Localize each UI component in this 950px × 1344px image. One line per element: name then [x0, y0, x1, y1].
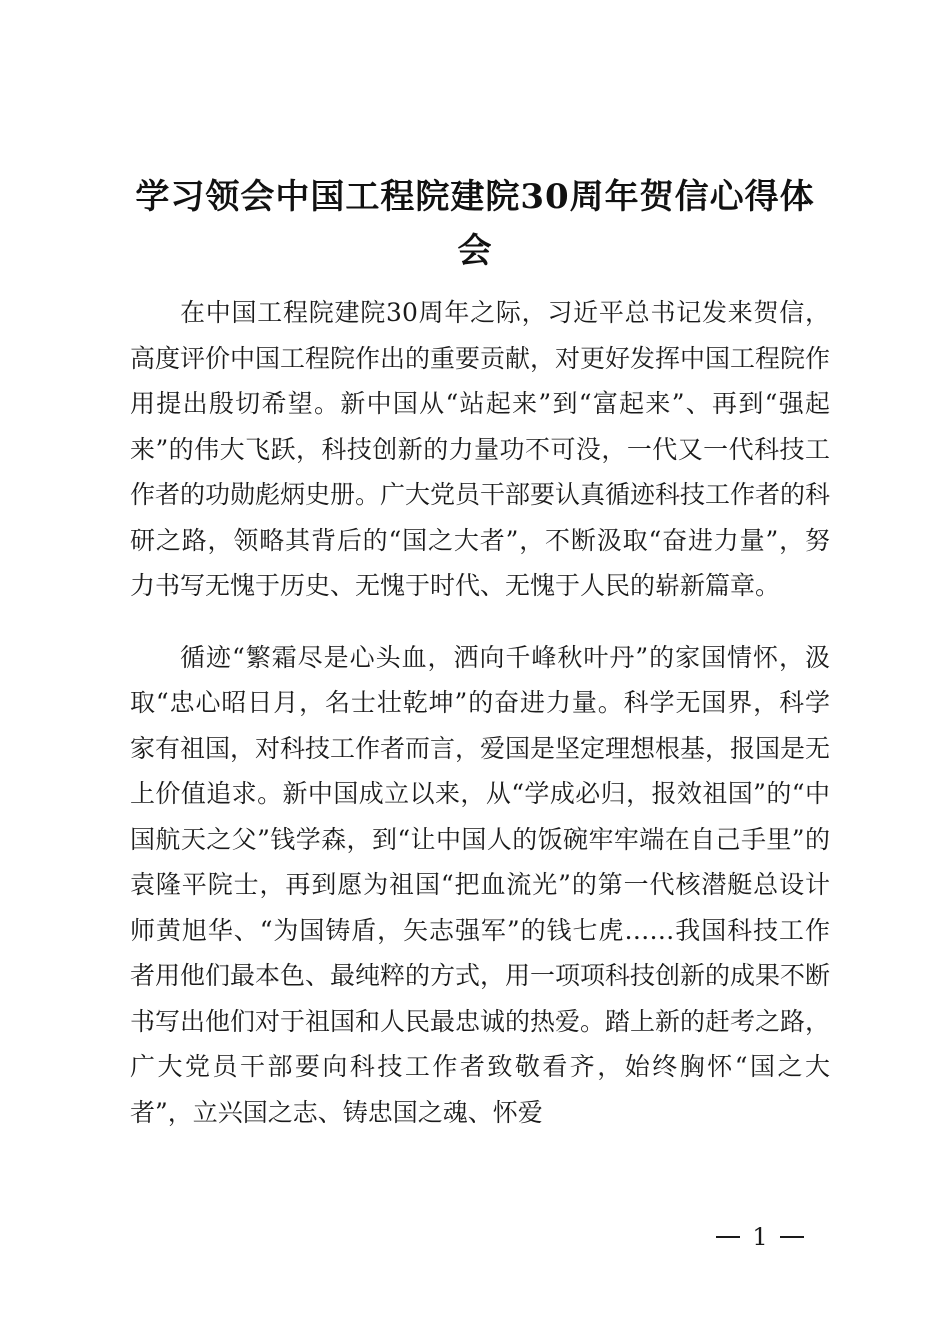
document-title: 学习领会中国工程院建院30周年贺信心得体会 — [135, 177, 815, 271]
page-footer — [690, 1220, 830, 1254]
paragraph-1: 在中国工程院建院30周年之际，习近平总书记发来贺信，高度评价中国工程院作出的重要贡献，对更好发挥中国工程院作用提出殷切希望。新中国从“站起来”到“富起来”、再到“强起来”的伟大飞跃，科技创新的力量功不可没，一代又一代科技工作者的功勋彪炳史册。广大党员干部要认真循迹科技工作者的科研之路，领略其背后的“国之大者”，不断汲取“奋进力量”，努力书写无愧于历史、无愧于时代、无愧于人民的崭新篇章。 — [130, 298, 831, 600]
footer-dash-left — [716, 1236, 740, 1238]
paragraph-2: 循迹“繁霜尽是心头血，洒向千峰秋叶丹”的家国情怀，汲取“忠心昭日月，名士壮乾坤”的奋进力量。科学无国界，科学家有祖国，对科技工作者而言，爱国是坚定理想根基，报国是无上价值追求。新中国成立以来，从“学成必归，报效祖国”的“中国航天之父”钱学森，到“让中国人的饭碗牢牢端在自己手里”的袁隆平院士，再到愿为祖国“把血流光”的第一代核潜艇总设计师黄旭华、“为国铸盾，矢志强军”的钱七虎……我国科技工作者用他们最本色、最纯粹的方式，用一项项科技创新的成果不断书写出他们对于祖国和人民最忠诚的热爱。踏上新的赶考之路，广大党员干部要向科技工作者致敬看齐，始终胸怀“国之大者”，立兴国之志、铸忠国之魂、怀爱 — [130, 642, 831, 1127]
page-number: 1 — [752, 1223, 768, 1251]
footer-dash-right — [780, 1236, 804, 1238]
document-body — [130, 290, 830, 1161]
